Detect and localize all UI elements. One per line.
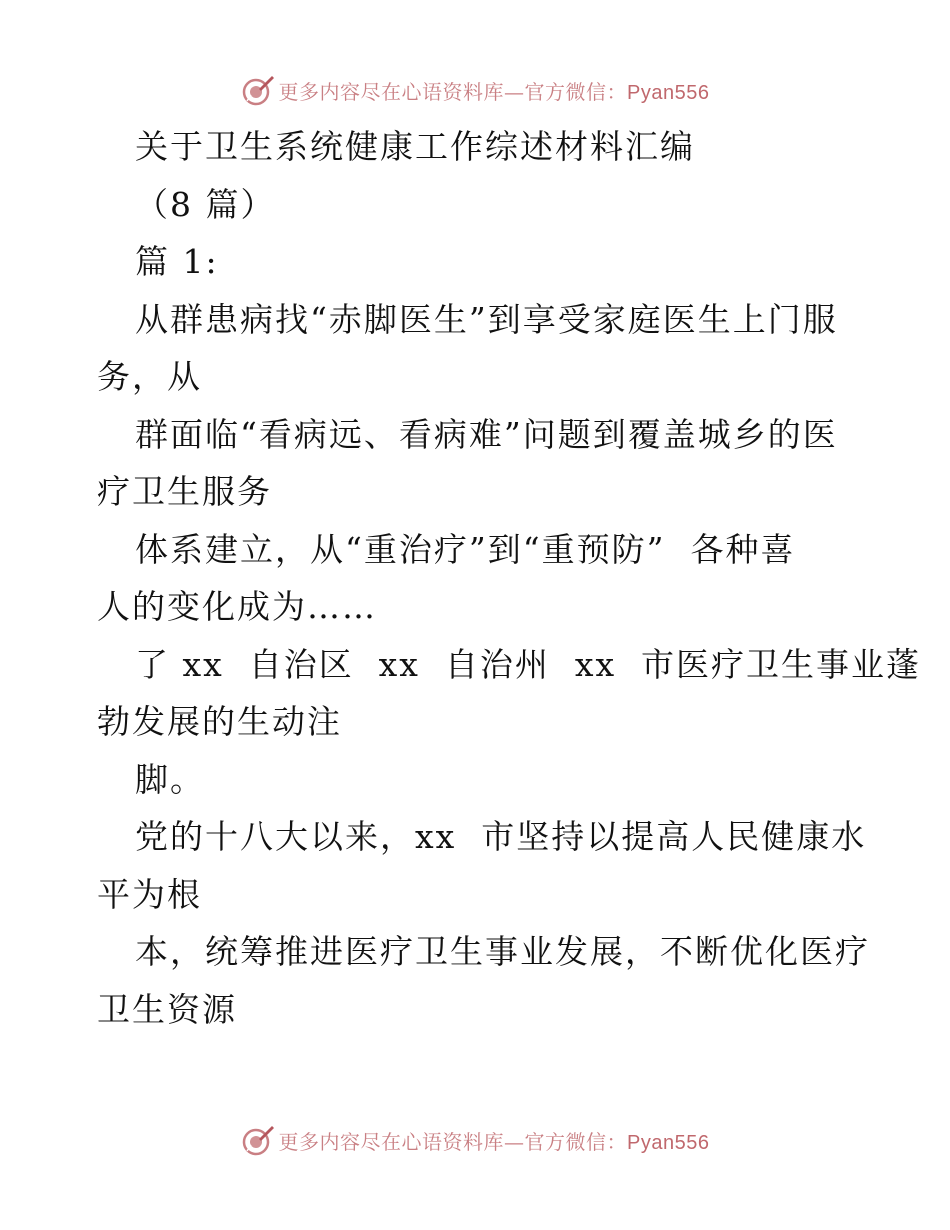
watermark-wechat-id: Pyan556 [627, 1131, 710, 1154]
watermark-text [279, 76, 710, 105]
text-line: 平为根 [97, 874, 202, 914]
text-line: 体系建立，从“重治疗”到“重预防” 各种喜 [135, 529, 796, 569]
document-body [97, 118, 922, 1038]
text-line: 人的变化成为…… [97, 587, 377, 626]
watermark-label: 更多内容尽在心语资料库—官方微信： [278, 79, 628, 104]
watermark-text [279, 1126, 710, 1155]
text-line: 务，从 [97, 357, 202, 396]
text-line: 关于卫生系统健康工作综述材料汇编 [135, 127, 695, 166]
text-line: 勃发展的生动注 [97, 702, 342, 741]
text-line: 本，统筹推进医疗卫生事业发展，不断优化医疗 [135, 932, 870, 971]
text-line: 脚。 [135, 759, 205, 799]
footer-watermark [0, 1120, 950, 1160]
text-line: （8 篇） [135, 184, 276, 224]
text-line: 卫生资源 [97, 989, 237, 1029]
text-line: 疗卫生服务 [97, 472, 272, 511]
quill-logo-icon [241, 1123, 275, 1157]
text-line: 了 xx 自治区 xx 自治州 xx 市医疗卫生事业蓬 [135, 644, 922, 684]
header-watermark [0, 70, 950, 110]
watermark-wechat-id: Pyan556 [627, 81, 710, 104]
quill-logo-icon [241, 73, 275, 107]
text-line: 群面临“看病远、看病难”问题到覆盖城乡的医 [135, 414, 838, 454]
text-line: 从群患病找“赤脚医生”到享受家庭医生上门服 [135, 299, 838, 339]
text-line: 篇 1: [135, 242, 219, 281]
text-line: 党的十八大以来，xx 市坚持以提高人民健康水 [135, 817, 867, 856]
watermark-label: 更多内容尽在心语资料库—官方微信： [278, 1129, 628, 1154]
